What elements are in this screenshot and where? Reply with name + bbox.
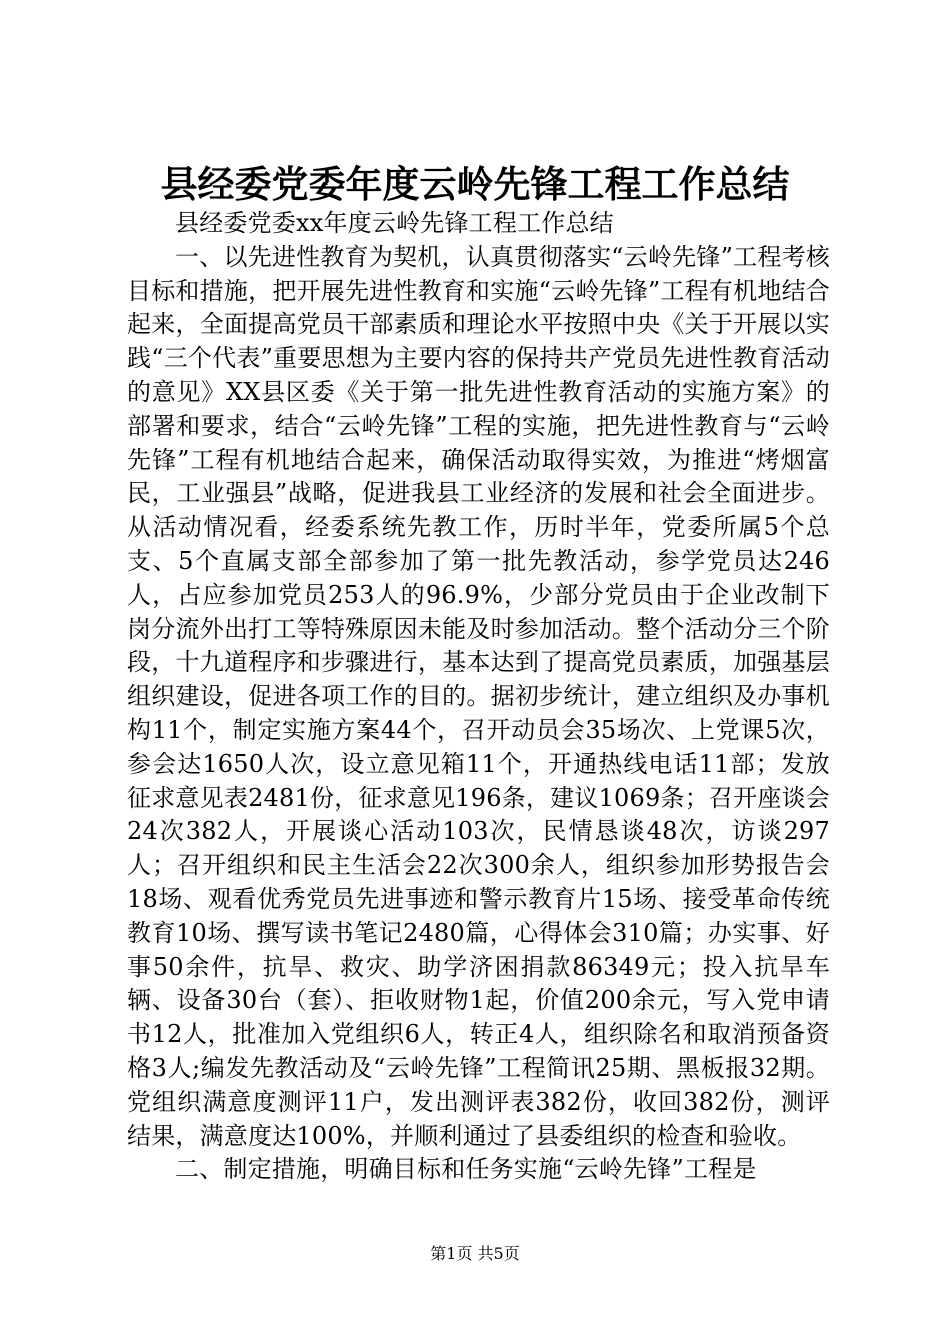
page-footer: 第1页 共5页 [430, 1244, 520, 1263]
document-body [127, 207, 830, 1187]
document-subtitle: 县经委党委xx年度云岭先锋工程工作总结 [175, 209, 614, 237]
document-title: 县经委党委年度云岭先锋工程工作总结 [160, 162, 790, 206]
paragraph-1: 一、以先进性教育为契机，认真贯彻落实“云岭先锋”工程考核目标和措施，把开展先进性教育和实施“云岭先锋”工程有机地结合起来，全面提高党员干部素质和理论水平按照中央《关于开展以实践“三个代表”重要思想为主要内容的保持共产党员先进性教育活动的意见》XX县区委《关于第一批先进性教育活动的实施方案》的部署和要求，结合“云岭先锋”工程的实施，把先进性教育与“云岭先锋”工程有机地结合起来，确保活动取得实效，为推进“烤烟富民，工业强县”战略，促进我县工业经济的发展和社会全面进步。从活动情况看，经委系统先教工作，历时半年，党委所属5个总支、5个直属支部全部参加了第一批先教活动，参学党员达246人，占应参加党员253人的96.9%，少部分党员由于企业改制下岗分流外出打工等特殊原因未能及时参加活动。整个活动分三个阶段，十九道程序和步骤进行，基本达到了提高党员素质，加强基层组织建设，促进各项工作的目的。据初步统计，建立组织及办事机构11个，制定实施方案44个，召开动员会35场次、上党课5次，参会达1650人次，设立意见箱11个，开通热线电话11部；发放征求意见表2481份，征求意见196条，建议1069条；召开座谈会24次382人，开展谈心活动103次，民情恳谈48次，访谈297人；召开组织和民主生活会22次300余人，组织参加形势报告会18场、观看优秀党员先进事迹和警示教育片15场、接受革命传统教育10场、撰写读书笔记2480篇，心得体会310篇；办实事、好事50余件，抗旱、救灾、助学济困捐款86349元；投入抗旱车辆、设备30台（套）、拒收财物1起，价值200余元，写入党申请书12人，批准加入党组织6人，转正4人，组织除名和取消预备资格3人;编发先教活动及“云岭先锋”工程简讯25期、黑板报32期。党组织满意度测评11户，发出测评表382份，收回382份，测评结果，满意度达100%，并顺利通过了县委组织的检查和验收。 [127, 242, 830, 1150]
paragraph-2: 二、制定措施，明确目标和任务实施“云岭先锋”工程是 [175, 1155, 757, 1184]
